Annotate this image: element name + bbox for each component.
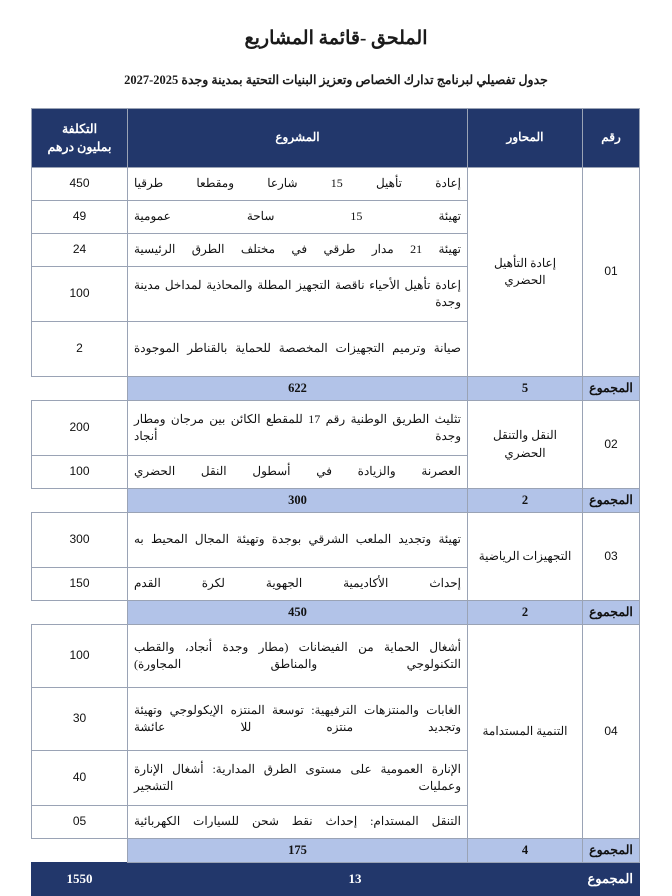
projects-table	[31, 108, 640, 896]
project-name: تثليث الطريق الوطنية رقم 17 للمقطع الكائن بين مرجان ومطار وجدة أنجاد	[128, 401, 468, 456]
project-cost: 100	[32, 456, 128, 489]
project-name: إحداث الأكاديمية الجهوية لكرة القدم	[128, 568, 468, 601]
project-cost: 30	[32, 688, 128, 751]
section-subtotal-cost: 175	[128, 839, 468, 863]
section-subtotal-row	[32, 601, 640, 625]
section-subtotal-label: المجموع	[583, 601, 640, 625]
project-cost: 100	[32, 625, 128, 688]
table-row	[32, 401, 640, 456]
section-subtotal-count: 5	[468, 377, 583, 401]
project-name: الغابات والمنتزهات الترفيهية: توسعة المنتزه الإيكولوجي وتهيئة وتجديد منتزه للا عائشة	[128, 688, 468, 751]
project-cost: 2	[32, 322, 128, 377]
project-name: العصرنة والزيادة في أسطول النقل الحضري	[128, 456, 468, 489]
grand-total-label: المجموع	[583, 863, 640, 896]
project-name: تهيئة 21 مدار طرقي في مختلف الطرق الرئيسية	[128, 234, 468, 267]
section-number: 01	[583, 168, 640, 377]
table-row	[32, 625, 640, 688]
project-cost: 150	[32, 568, 128, 601]
project-name: إعادة تأهيل 15 شارعا ومقطعا طرقيا	[128, 168, 468, 201]
column-header-project: المشروع	[128, 109, 468, 168]
project-name: تهيئة وتجديد الملعب الشرقي بوجدة وتهيئة المجال المحيط به	[128, 513, 468, 568]
grand-total-row	[32, 863, 640, 896]
project-cost: 200	[32, 401, 128, 456]
section-axis: إعادة التأهيل الحضري	[468, 168, 583, 377]
column-header-number: رقم	[583, 109, 640, 168]
projects-table-container	[32, 108, 640, 896]
project-cost: 24	[32, 234, 128, 267]
section-subtotal-label: المجموع	[583, 839, 640, 863]
document-subtitle: جدول تفصيلي لبرنامج تدارك الخصاص وتعزيز البنيات التحتية بمدينة وجدة 2025-2027	[124, 72, 548, 87]
section-number: 03	[583, 513, 640, 601]
section-axis: التجهيزات الرياضية	[468, 513, 583, 601]
project-name: صيانة وترميم التجهيزات المخصصة للحماية بالقناطر الموجودة	[128, 322, 468, 377]
project-cost: 100	[32, 267, 128, 322]
section-axis: النقل والتنقل الحضري	[468, 401, 583, 489]
project-cost: 40	[32, 751, 128, 806]
project-cost: 49	[32, 201, 128, 234]
project-name: تهيئة 15 ساحة عمومية	[128, 201, 468, 234]
section-subtotal-label: المجموع	[583, 377, 640, 401]
grand-total-cost: 1550	[32, 863, 128, 896]
table-body	[32, 168, 640, 896]
project-cost: 450	[32, 168, 128, 201]
project-cost: 300	[32, 513, 128, 568]
table-header-row	[32, 109, 640, 168]
project-cost: 05	[32, 806, 128, 839]
section-subtotal-count: 2	[468, 601, 583, 625]
section-subtotal-row	[32, 839, 640, 863]
project-name: إعادة تأهيل الأحياء ناقصة التجهيز المطلة والمحاذية لمداخل مدينة وجدة	[128, 267, 468, 322]
section-subtotal-cost: 450	[128, 601, 468, 625]
section-subtotal-row	[32, 489, 640, 513]
section-subtotal-cost: 622	[128, 377, 468, 401]
project-name: التنقل المستدام: إحداث نقط شحن للسيارات الكهربائية	[128, 806, 468, 839]
section-subtotal-label: المجموع	[583, 489, 640, 513]
project-name: أشغال الحماية من الفيضانات (مطار وجدة أنجاد، والقطب التكنولوجي والمناطق المجاورة)	[128, 625, 468, 688]
table-header	[32, 109, 640, 168]
section-subtotal-cost: 300	[128, 489, 468, 513]
document-title: الملحق -قائمة المشاريع	[244, 28, 428, 49]
section-axis: التنمية المستدامة	[468, 625, 583, 839]
column-header-cost-line1: التكلفة	[61, 121, 98, 136]
project-name: الإنارة العمومية على مستوى الطرق المدارية: أشغال الإنارة وعمليات التشجير	[128, 751, 468, 806]
grand-total-count: 13	[128, 863, 583, 896]
section-number: 02	[583, 401, 640, 489]
section-number: 04	[583, 625, 640, 839]
table-row	[32, 168, 640, 201]
column-header-cost	[32, 109, 128, 168]
column-header-axis: المحاور	[468, 109, 583, 168]
section-subtotal-row	[32, 377, 640, 401]
column-header-cost-line2: بمليون درهم	[47, 140, 112, 154]
table-row	[32, 513, 640, 568]
section-subtotal-count: 2	[468, 489, 583, 513]
section-subtotal-count: 4	[468, 839, 583, 863]
